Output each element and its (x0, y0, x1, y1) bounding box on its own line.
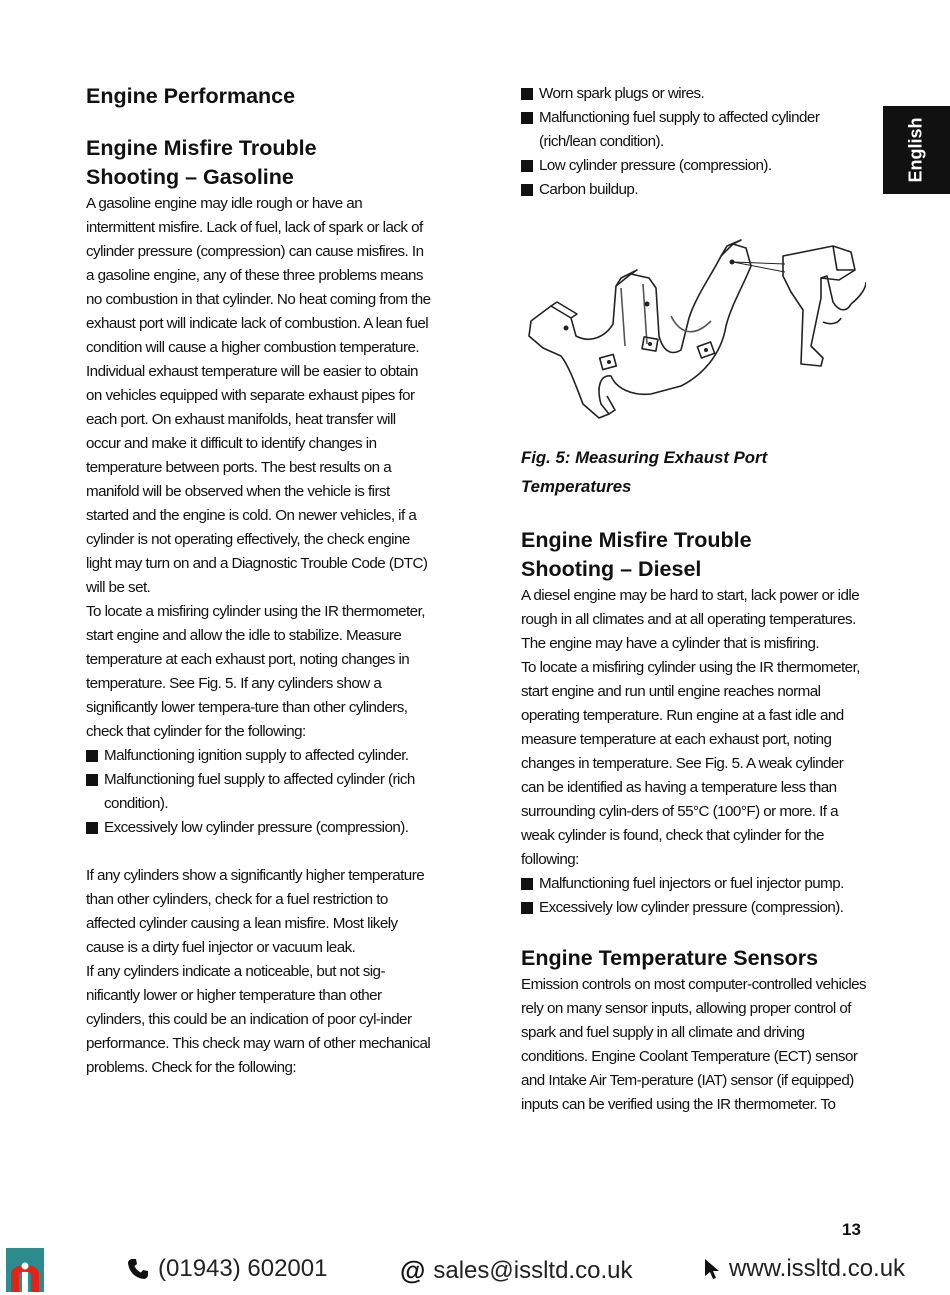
left-column (86, 82, 431, 1080)
section-heading-engine-performance: Engine Performance (86, 84, 296, 108)
phone-icon (126, 1257, 150, 1281)
at-icon: @ (400, 1255, 426, 1285)
bullet-square-icon (521, 88, 533, 100)
exhaust-manifold-ir-thermometer-illustration (521, 226, 866, 426)
diesel-paragraph-2: To locate a misfiring cylinder using the IR thermometer, start engine and run until engine reaches normal operating temperature. Run engine at a fast idle and measure temperature at each exhaust port, noting changes in temperature. See Fig. 5. A weak cylinder can be identified as having a temperature less than surrounding cylin-ders of 55°C (100°F) or more. If a weak cylinder is found, check that cylinder for the following: (521, 659, 860, 868)
footer-phone[interactable] (126, 1255, 327, 1283)
footer-website[interactable] (703, 1255, 905, 1283)
bullet-square-icon (521, 184, 533, 196)
list-item: Malfunctioning ignition supply to affected cylinder. (86, 744, 431, 768)
footer-email[interactable] (400, 1255, 632, 1286)
footer-website-text: www.issltd.co.uk (729, 1255, 906, 1282)
list-item: Malfunctioning fuel supply to affected cylinder (rich condition). (86, 768, 431, 816)
gasoline-paragraph-3: If any cylinders show a significantly higher temperature than other cylinders, check for a fuel restriction to affected cylinder causing a lean misfire. Most likely cause is a dirty fuel injector or vacuum leak. (86, 867, 425, 956)
bullet-square-icon (521, 878, 533, 890)
page-number: 13 (842, 1220, 861, 1239)
figure-caption: Fig. 5: Measuring Exhaust Port Temperatures (521, 448, 768, 496)
bullet-square-icon (86, 822, 98, 834)
list-item: Excessively low cylinder pressure (compression). (86, 816, 431, 840)
list-item: Low cylinder pressure (compression). (521, 154, 869, 178)
cursor-icon (703, 1257, 721, 1281)
language-tab-label: English (905, 117, 926, 183)
heading-misfire-gasoline-line1: Engine Misfire Trouble (86, 136, 317, 160)
bullet-square-icon (521, 160, 533, 172)
footer-email-text: sales@issltd.co.uk (433, 1256, 633, 1284)
list-item: Worn spark plugs or wires. (521, 82, 869, 106)
list-item: Carbon buildup. (521, 178, 869, 202)
sensors-paragraph-1: Emission controls on most computer-controlled vehicles rely on many sensor inputs, allowing proper control of spark and fuel supply in all climate and driving conditions. Engine Coolant Temperature (ECT) sensor and Intake Air Tem-perature (IAT) sensor (if equipped) inputs can be verified using the IR thermometer. To (521, 976, 867, 1113)
company-logo-icon (6, 1248, 44, 1292)
language-tab (883, 106, 950, 194)
diesel-paragraph-1: A diesel engine may be hard to start, lack power or idle rough in all climates and at all operating temperatures. The engine may have a cylinder that is misfiring. (521, 587, 860, 652)
gasoline-paragraph-4: If any cylinders indicate a noticeable, but not sig-nificantly lower or higher temperature than other cylinders, this could be an indication of poor cyl-inder performance. This check may warn of other mechanical problems. Check for the following: (86, 963, 431, 1076)
gasoline-paragraph-1: A gasoline engine may idle rough or have an intermittent misfire. Lack of fuel, lack of spark or lack of cylinder pressure (compression) can cause misfires. In a gasoline engine, any of these three problems means no combustion in that cylinder. No heat coming from the exhaust port will indicate lack of combustion. A lean fuel condition will cause a higher combustion temperature. Individual exhaust temperature will be easier to obtain on vehicles equipped with separate exhaust pipes for each port. On exhaust manifolds, heat transfer will occur and make it difficult to identify changes in temperature between ports. The best results on a manifold will be observed when the vehicle is first started and the engine is cold. On newer vehicles, if a cylinder is not operating effectively, the check engine light may turn on and a Diagnostic Trouble Code (DTC) will be set. (86, 195, 431, 596)
heading-misfire-diesel-line1: Engine Misfire Trouble (521, 528, 752, 552)
heading-misfire-diesel-line2: Shooting – Diesel (521, 557, 702, 581)
footer-phone-text: (01943) 602001 (158, 1255, 328, 1282)
heading-misfire-gasoline-line2: Shooting – Gasoline (86, 165, 294, 189)
continued-bullet-list (521, 82, 869, 202)
footer (0, 1245, 950, 1295)
list-item: Malfunctioning fuel injectors or fuel injector pump. (521, 872, 869, 896)
bullet-square-icon (521, 112, 533, 124)
bullet-square-icon (86, 750, 98, 762)
bullet-square-icon (86, 774, 98, 786)
diesel-bullet-list (521, 872, 869, 920)
right-column (521, 82, 869, 1117)
gasoline-paragraph-2: To locate a misfiring cylinder using the IR thermometer, start engine and allow the idle to stabilize. Measure temperature at each exhaust port, noting changes in temperature. See Fig. 5. If any cylinders show a significantly lower tempera-ture than other cylinders, check that cylinder for the following: (86, 603, 425, 740)
heading-engine-temperature-sensors: Engine Temperature Sensors (521, 946, 819, 970)
bullet-square-icon (521, 902, 533, 914)
gasoline-bullet-list-1 (86, 744, 431, 840)
list-item: Excessively low cylinder pressure (compression). (521, 896, 869, 920)
list-item: Malfunctioning fuel supply to affected cylinder (rich/lean condition). (521, 106, 869, 154)
